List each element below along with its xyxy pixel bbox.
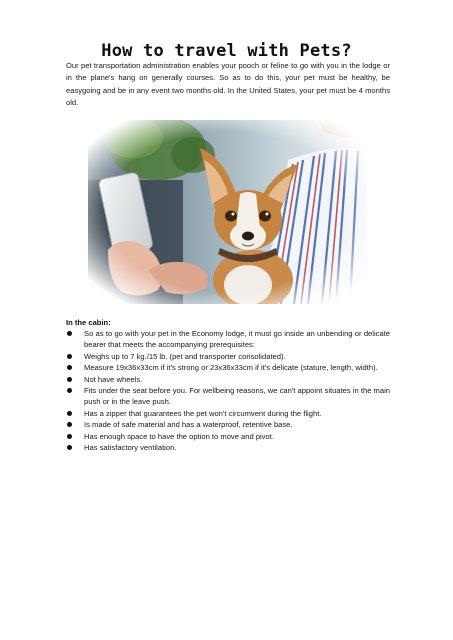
- cabin-requirements-list: [66, 328, 390, 453]
- bullet-icon: [67, 445, 72, 450]
- list-item: [66, 431, 390, 442]
- page-title: How to travel with Pets?: [101, 41, 352, 62]
- list-item-text: Has a zipper that guarantees the pet won't circumvent during the flight.: [84, 408, 322, 418]
- bullet-icon: [67, 422, 72, 427]
- list-item-text: Not have wheels.: [84, 374, 143, 384]
- list-item: [66, 385, 390, 408]
- list-item-text: So as to go with your pet in the Economy lodge, it must go inside an unbending or delicate bearer that meets the accompanying prerequisites:: [84, 329, 390, 350]
- list-item: [66, 362, 390, 373]
- intro-paragraph: Our pet transportation administration enables your pooch or feline to go with you in the lodge or in the plane's hang on generally courses. So as to do this, your pet must be healthy, be easygoing and be in any event two months old. In the United States, your pet must be 4 months old.: [66, 61, 390, 107]
- list-item: [66, 374, 390, 385]
- bullet-icon: [67, 331, 72, 336]
- chihuahua-photo-illustration: [88, 120, 366, 304]
- list-item-text: Is made of safe material and has a waterproof, retentive base.: [84, 420, 293, 430]
- cabin-section-heading: In the cabin:: [66, 318, 111, 327]
- bullet-icon: [67, 377, 72, 382]
- list-item-text: Has enough space to have the option to move and pivot.: [84, 431, 274, 441]
- list-item: [66, 351, 390, 362]
- list-item-text: Fits under the seat before you. For wellbeing reasons, we can't appoint situates in the main push or in the leave push.: [84, 386, 390, 407]
- list-item-text: Has satisfactory ventilation.: [84, 443, 177, 453]
- bullet-icon: [67, 411, 72, 416]
- list-item: [66, 328, 390, 351]
- list-item: [66, 419, 390, 430]
- bullet-icon: [67, 434, 72, 439]
- bullet-icon: [67, 354, 72, 359]
- list-item-text: Weighs up to 7 kg./15 lb. (pet and transporter consolidated).: [84, 351, 286, 361]
- bullet-icon: [67, 388, 72, 393]
- pet-travel-photo: [88, 120, 366, 304]
- list-item: [66, 408, 390, 419]
- list-item: [66, 442, 390, 453]
- bullet-icon: [67, 365, 72, 370]
- list-item-text: Measure 19x36x33cm if it's strong or 23x36x33cm if it's delicate (stature, length, width).: [84, 363, 378, 373]
